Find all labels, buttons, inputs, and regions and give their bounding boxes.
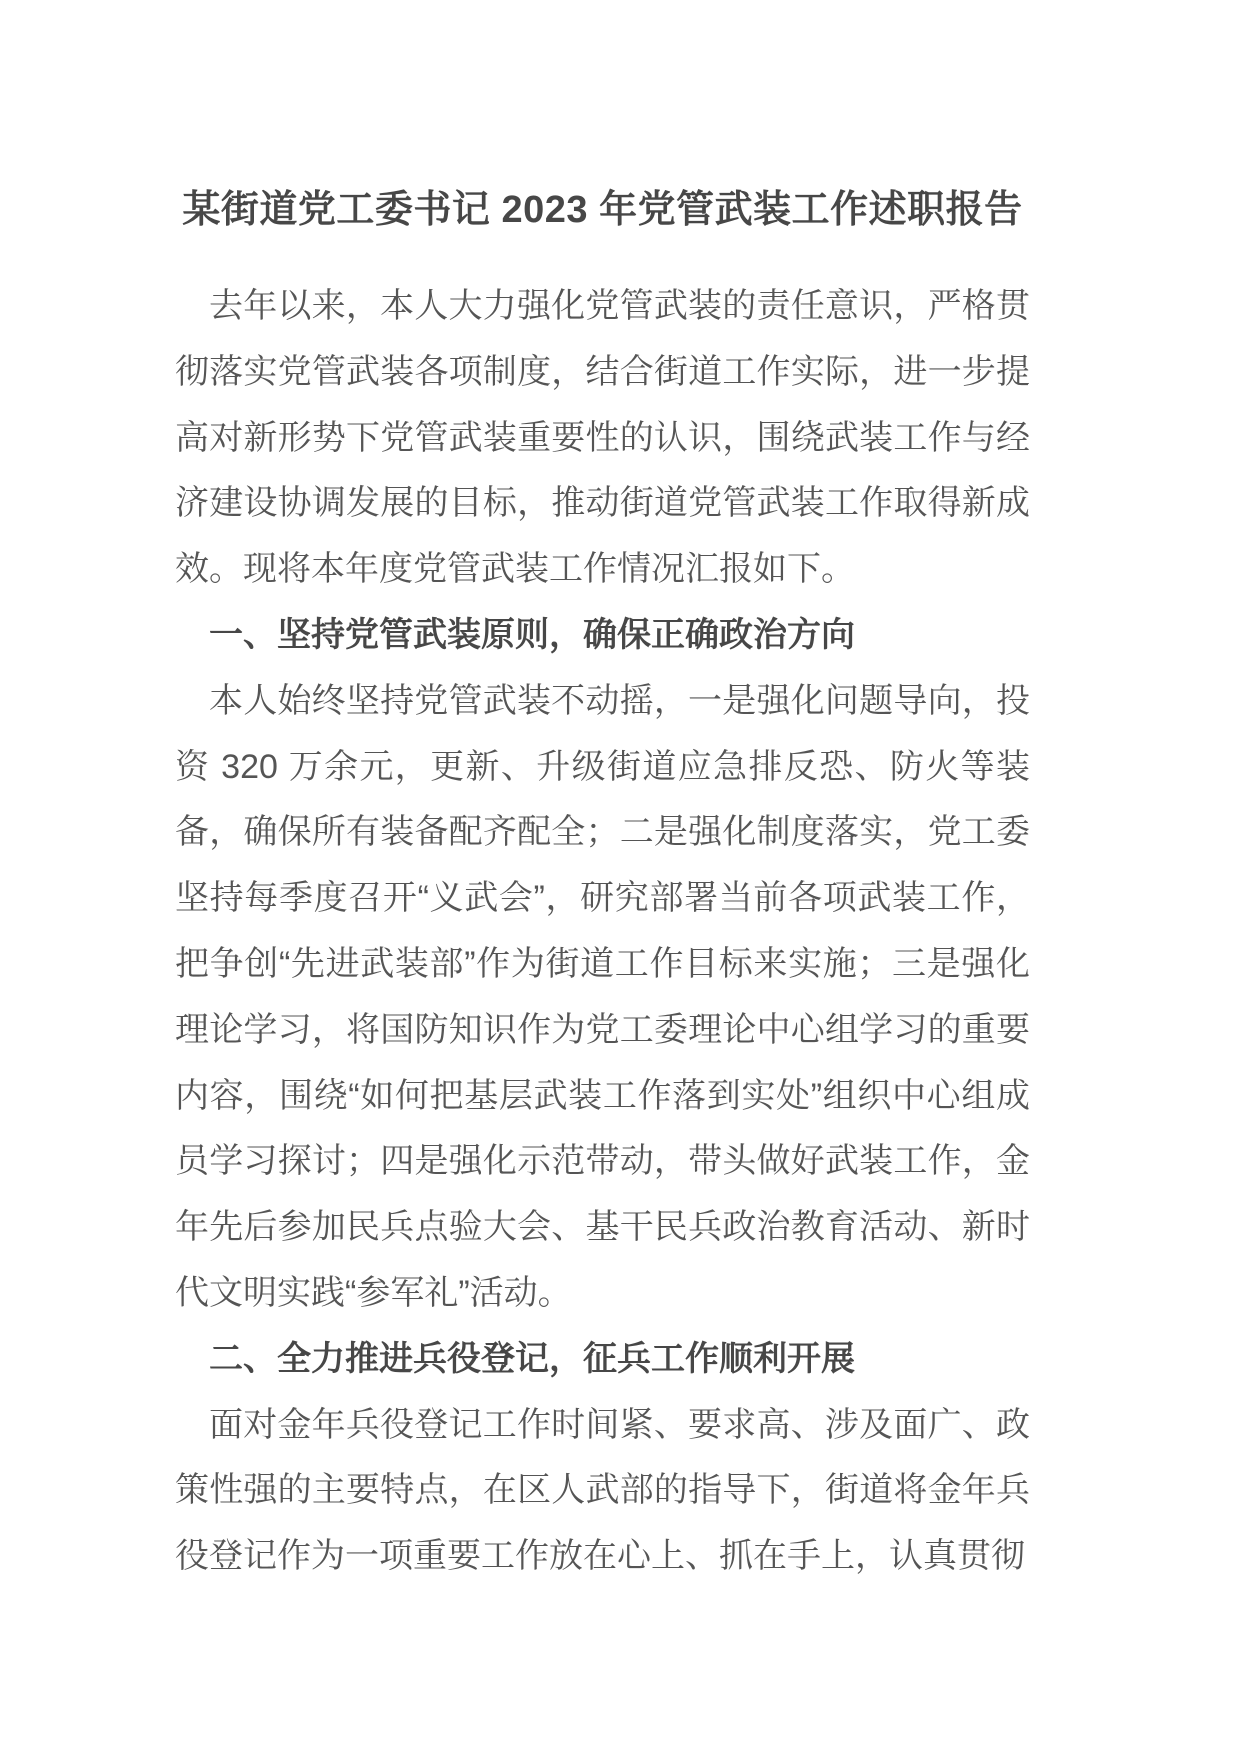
section-1-heading: 一、坚持党管武装原则，确保正确政治方向 xyxy=(209,615,855,654)
document-title: 某街道党工委书记 2023 年党管武装工作述职报告 xyxy=(182,189,1023,231)
section-2-heading: 二、全力推进兵役登记，征兵工作顺利开展 xyxy=(209,1339,855,1378)
section-2-paragraph: 面对金年兵役登记工作时间紧、要求高、涉及面广、政策性强的主要特点，在区人武部的指导下，街道将金年兵役登记作为一项重要工作放在心上、抓在手上，认真贯彻 xyxy=(175,1405,1030,1576)
intro-paragraph: 去年以来，本人大力强化党管武装的责任意识，严格贯彻落实党管武装各项制度，结合街道工作实际，进一步提高对新形势下党管武装重要性的认识，围绕武装工作与经济建设协调发展的目标，推动街道党管武装工作取得新成效。现将本年度党管武装工作情况汇报如下。 xyxy=(175,287,1030,589)
section-1-paragraph: 本人始终坚持党管武装不动摇，一是强化问题导向，投资 320 万余元，更新、升级街道应急排反恐、防火等装备，确保所有装备配齐配全；二是强化制度落实，党工委坚持每季度召开“义武会”，研究部署当前各项武装工作，把争创“先进武装部”作为街道工作目标来实施；三是强化理论学习，将国防知识作为党工委理论中心组学习的重要内容，围绕“如何把基层武装工作落到实处”组织中心组成员学习探讨；四是强化示范带动，带头做好武装工作，金年先后参加民兵点验大会、基干民兵政治教育活动、新时代文明实践“参军礼”活动。 xyxy=(175,681,1030,1312)
